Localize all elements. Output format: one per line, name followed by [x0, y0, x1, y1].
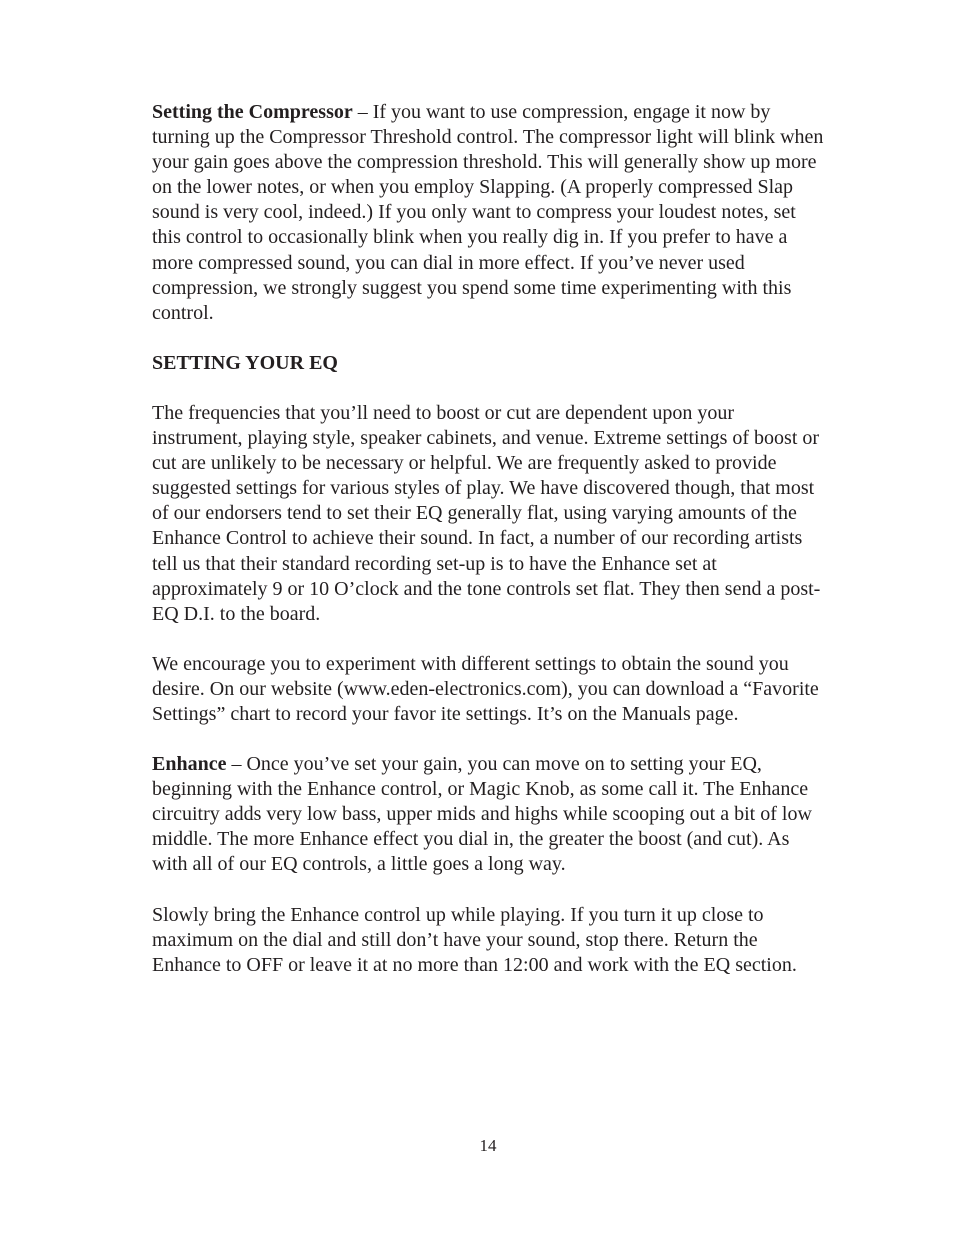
- enhance-paragraph: [152, 752, 824, 877]
- page-number: 14: [479, 1136, 497, 1155]
- page-content: [152, 100, 824, 1003]
- enhance-paragraph-2: Slowly bring the Enhance control up while playing. If you turn it up close to maximum on the dial and still don’t have your sound, stop there. Return the Enhance to OFF or leave it at no more than 12:00 and work with the EQ section.: [152, 903, 797, 976]
- eq-section-heading: SETTING YOUR EQ: [152, 351, 338, 374]
- enhance-title: Enhance: [152, 753, 227, 776]
- eq-paragraph-1: The frequencies that you’ll need to boost or cut are dependent upon your instrument, playing style, speaker cabinets, and venue. Extreme settings of boost or cut are unlikely to be necessary or helpful. We are frequently asked to provide suggested settings for various styles of play. We have discovered though, that most of our endorsers tend to set their EQ generally flat, using varying amounts of the Enhance Control to achieve their sound. In fact, a number of our recording artists tell us that their standard recording set-up is to have the Enhance set at approximately 9 or 10 O’clock and the tone controls set flat. They then send a post-EQ D.I. to the board.: [152, 401, 821, 625]
- compressor-paragraph: [152, 100, 824, 326]
- enhance-body: – Once you’ve set your gain, you can move on to setting your EQ, beginning with the Enhance control, or Magic Knob, as some call it. The Enhance circuitry adds very low bass, upper mids and highs while scooping out a bit of low middle. The more Enhance effect you dial in, the greater the boost (and cut). As with all of our EQ controls, a little goes a long way.: [152, 753, 812, 876]
- eq-paragraph-2: We encourage you to experiment with different settings to obtain the sound you desire. On our website (www.eden-electronics.com), you can download a “Favorite Settings” chart to record your favor ite settings. It’s on the Manuals page.: [152, 652, 819, 725]
- compressor-title: Setting the Compressor: [152, 101, 353, 123]
- compressor-body: – If you want to use compression, engage it now by turning up the Compressor Threshold control. The compressor light will blink when your gain goes above the compression threshold. This will generally show up more on the lower notes, or when you employ Slapping. (A properly compressed Slap sound is very cool, indeed.) If you only want to compress your loudest notes, set this control to occasionally blink when you really dig in. If you prefer to have a more compressed sound, you can dial in more effect. If you’ve never used compression, we strongly suggest you spend some time experimenting with this control.: [152, 101, 824, 324]
